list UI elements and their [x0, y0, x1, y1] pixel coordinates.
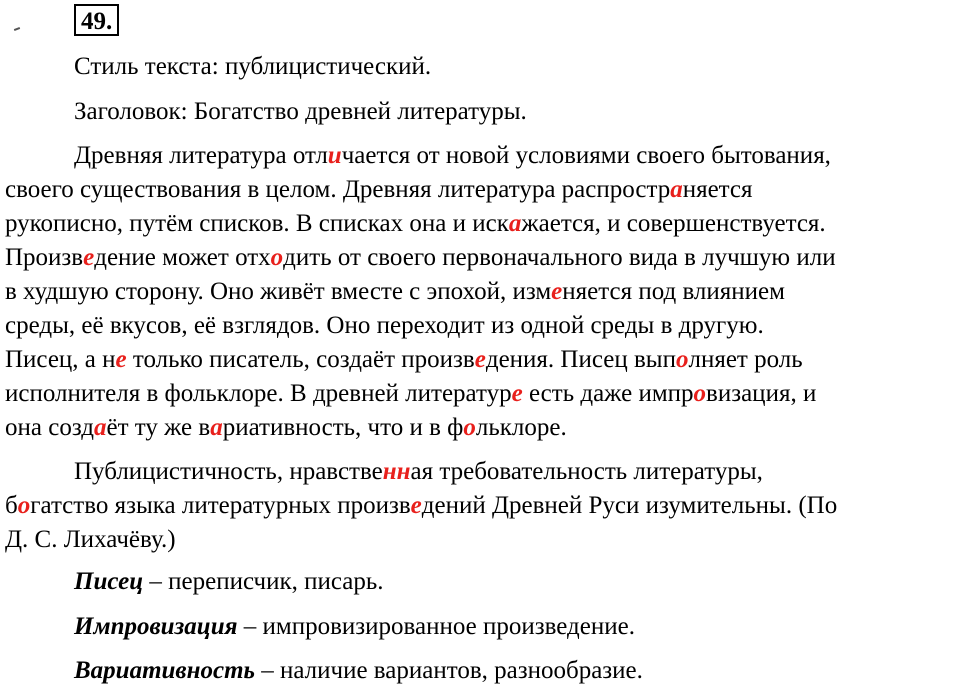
text-fragment: б — [5, 492, 18, 519]
text-fragment: чается от новой условиями своего бытования, — [341, 142, 831, 169]
text-fragment: есть даже импр — [522, 380, 694, 407]
highlighted-letter: а — [210, 414, 223, 441]
text-fragment: ёт ту же в — [106, 414, 211, 441]
highlighted-letter: а — [670, 176, 683, 203]
highlighted-letter: е — [410, 492, 422, 519]
highlighted-letter: е — [474, 346, 486, 373]
text-line — [5, 379, 816, 409]
text-fragment: льклоре. — [475, 414, 567, 441]
highlighted-letter: е — [83, 244, 95, 271]
text-line — [5, 345, 803, 375]
text-line — [74, 141, 831, 171]
text-line — [5, 175, 753, 205]
text-fragment: в худшую сторону. Оно живёт вместе с эпохой, изм — [5, 278, 552, 305]
text-line — [74, 457, 763, 487]
text-line — [5, 525, 176, 555]
text-fragment: жается, и совершенствуется. — [521, 210, 826, 237]
text-fragment: Древняя литература отл — [74, 142, 328, 169]
text-fragment: визация, и — [706, 380, 817, 407]
highlighted-letter: е — [551, 278, 563, 305]
text-fragment: лняет роль — [688, 346, 803, 373]
text-fragment: дений Древней Руси изумительны. (По — [421, 492, 838, 519]
glossary-definition: – переписчик, писарь. — [143, 568, 384, 595]
text-fragment: дение может отх — [94, 244, 271, 271]
text-line — [5, 413, 567, 443]
highlighted-letter: о — [270, 244, 284, 271]
highlighted-letter: е — [511, 380, 523, 407]
text-fragment: Произв — [5, 244, 84, 271]
text-fragment: только писатель, создаёт произв — [126, 346, 475, 373]
highlighted-letter: нн — [382, 458, 411, 485]
text-fragment: Публицистичность, нравстве — [74, 458, 383, 485]
exercise-number: 49. — [74, 4, 119, 36]
highlighted-letter: и — [327, 142, 342, 169]
text-fragment: рукописно, путём списков. В списках она и иск — [5, 210, 509, 237]
text-fragment: она созд — [5, 414, 94, 441]
glossary-definition: – наличие вариантов, разнообразие. — [254, 657, 643, 684]
highlighted-letter: о — [463, 414, 476, 441]
glossary-entry — [74, 656, 643, 686]
text-fragment: риативность, что и в ф — [222, 414, 464, 441]
glossary-entry — [74, 612, 635, 642]
text-fragment: исполнителя в фольклоре. В древней литератур — [5, 380, 512, 407]
text-line — [5, 491, 837, 521]
glossary-entry — [74, 567, 384, 597]
highlighted-letter: а — [93, 414, 107, 441]
title-line: Заголовок: Богатство древней литературы. — [74, 98, 527, 125]
glossary-term: Вариативность — [74, 657, 255, 684]
text-line — [5, 243, 836, 273]
text-fragment: Д. С. Лихачёву.) — [5, 526, 176, 553]
text-line — [5, 311, 764, 341]
style-line: Стиль текста: публицистический. — [74, 53, 432, 80]
text-fragment: ая требовательность литературы, — [410, 458, 763, 485]
scan-mark — [14, 27, 20, 31]
text-fragment: среды, её вкусов, её взглядов. Оно переходит из одной среды в другую. — [5, 312, 764, 339]
text-fragment: няется под влиянием — [562, 278, 785, 305]
highlighted-letter: о — [17, 492, 31, 519]
text-fragment: Писец, а н — [5, 346, 116, 373]
glossary-term: Импровизация — [74, 613, 238, 640]
highlighted-letter: о — [693, 380, 707, 407]
text-fragment: дить от своего первоначального вида в лучшую или — [283, 244, 836, 271]
glossary-definition: – импровизированное произведение. — [237, 613, 635, 640]
highlighted-letter: е — [115, 346, 127, 373]
glossary-term: Писец — [74, 568, 144, 595]
text-fragment: няется — [682, 176, 753, 203]
text-line — [5, 277, 785, 307]
highlighted-letter: а — [508, 210, 522, 237]
text-fragment: своего существования в целом. Древняя литература распростр — [5, 176, 671, 203]
highlighted-letter: о — [675, 346, 689, 373]
text-line — [5, 209, 826, 239]
text-fragment: дения. Писец вып — [485, 346, 676, 373]
text-fragment: гатство языка литературных произв — [30, 492, 411, 519]
